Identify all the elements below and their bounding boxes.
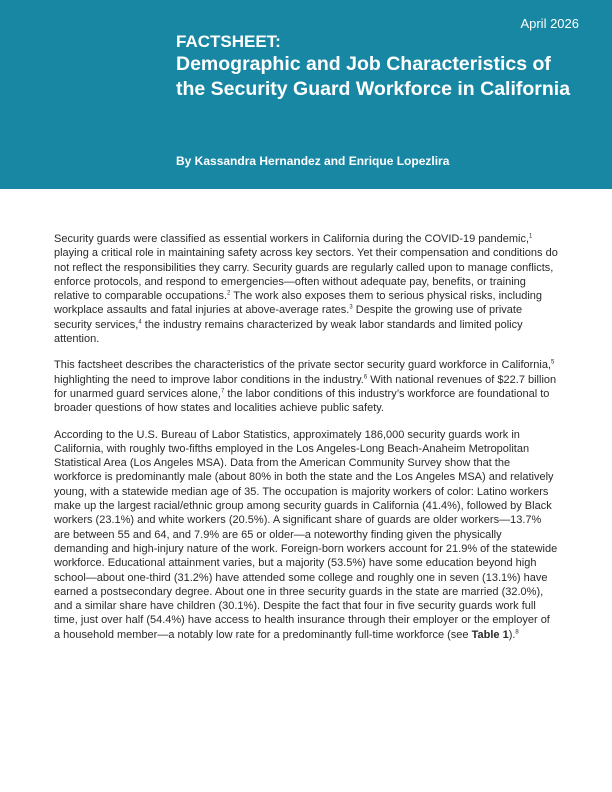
footnote-ref: 7 (220, 388, 225, 395)
paragraph-demographics (54, 428, 559, 642)
paragraph-text: With national revenues of $22.7 billion for unarmed guard services alone, (54, 373, 557, 400)
paragraph-text: Despite the growing use of private security services, (54, 304, 523, 331)
footnote-ref: 5 (551, 359, 555, 366)
paragraph-text: This factsheet describes the characteristics of the private sector security guard workforce in California, (54, 359, 552, 372)
table-reference: Table 1 (471, 628, 509, 641)
paragraph-text: the labor conditions of this industry’s workforce are foundational to broader questions of how states and localities achieve public safety. (54, 387, 550, 415)
paragraph-text: According to the U.S. Bureau of Labor Statistics, approximately 186,000 security guards work in California, with roughly two-fifths employed in the Los Angeles-Long Beach-Anaheim Metropolitan Statistical Area (Los Angeles MSA). Data from the American Community Survey show that the workforce is predominantly male (about 80% in both the state and the Los Angeles MSA) and relatively young, with a statewide median age of 35. The occupation is majority workers of color: Latino workers make up the largest racial/ethnic group among security guards in California (41.4%), followed by Black workers (23.1%) and white workers (20.5%). A significant share of guards are older workers—13.7% are between 55 and 64, and 7.9% are 65 or older—a noteworthy finding given the physically demanding and high-injury nature of the work. Foreign-born workers account for 21.9% of the statewide workforce. Educational attainment varies, but a majority (53.5%) have some education beyond high school—about one-third (31.2%) have attended some college and roughly one in seven (13.1%) have earned a postsecondary degree. About one in three security guards in the state are married (32.0%), and a similar share have children (30.1%). Despite the fact that four in five security guards work full time, just over half (54.4%) have access to health insurance through their employer or the employer of a household member—a notably low rate for a predominantly full-time workforce (see (54, 428, 558, 641)
publication-date: April 2026 (520, 16, 579, 31)
footnote-ref: 4 (138, 319, 142, 326)
paragraph-text: the industry remains characterized by weak labor standards and limited policy attention. (54, 318, 523, 346)
document-type-label: FACTSHEET: (176, 32, 281, 51)
page-title: Demographic and Job Characteristics of the Security Guard Workforce in California (176, 53, 571, 100)
footnote-ref: 6 (363, 374, 368, 381)
paragraph-text: highlighting the need to improve labor conditions in the industry. (54, 373, 364, 386)
footnote-ref: 1 (529, 233, 533, 240)
author-byline: By Kassandra Hernandez and Enrique Lopezlira (176, 154, 450, 168)
footnote-ref: 2 (227, 290, 231, 297)
header-banner (0, 0, 612, 189)
footnote-ref: 3 (349, 304, 353, 311)
paragraph-purpose (54, 358, 559, 415)
article-body (54, 232, 559, 654)
footnote-ref: 8 (515, 629, 519, 636)
paragraph-text: The work also exposes them to serious physical risks, including workplace assaults and fatal injuries at above-average rates. (54, 290, 542, 317)
paragraph-text: Security guards were classified as essential workers in California during the COVID-19 pandemic, (54, 233, 530, 245)
paragraph-intro (54, 232, 559, 346)
paragraph-text: ). (508, 628, 516, 641)
paragraph-text: playing a critical role in maintaining safety across key sectors. Yet their compensation and conditions do not reflect the responsibilities they carry. Security guards are regularly called upon to manage conflicts, enforce protocols, and respond to emergencies—often without adequate pay, benefits, or training relative to comparable occupations. (54, 247, 558, 303)
